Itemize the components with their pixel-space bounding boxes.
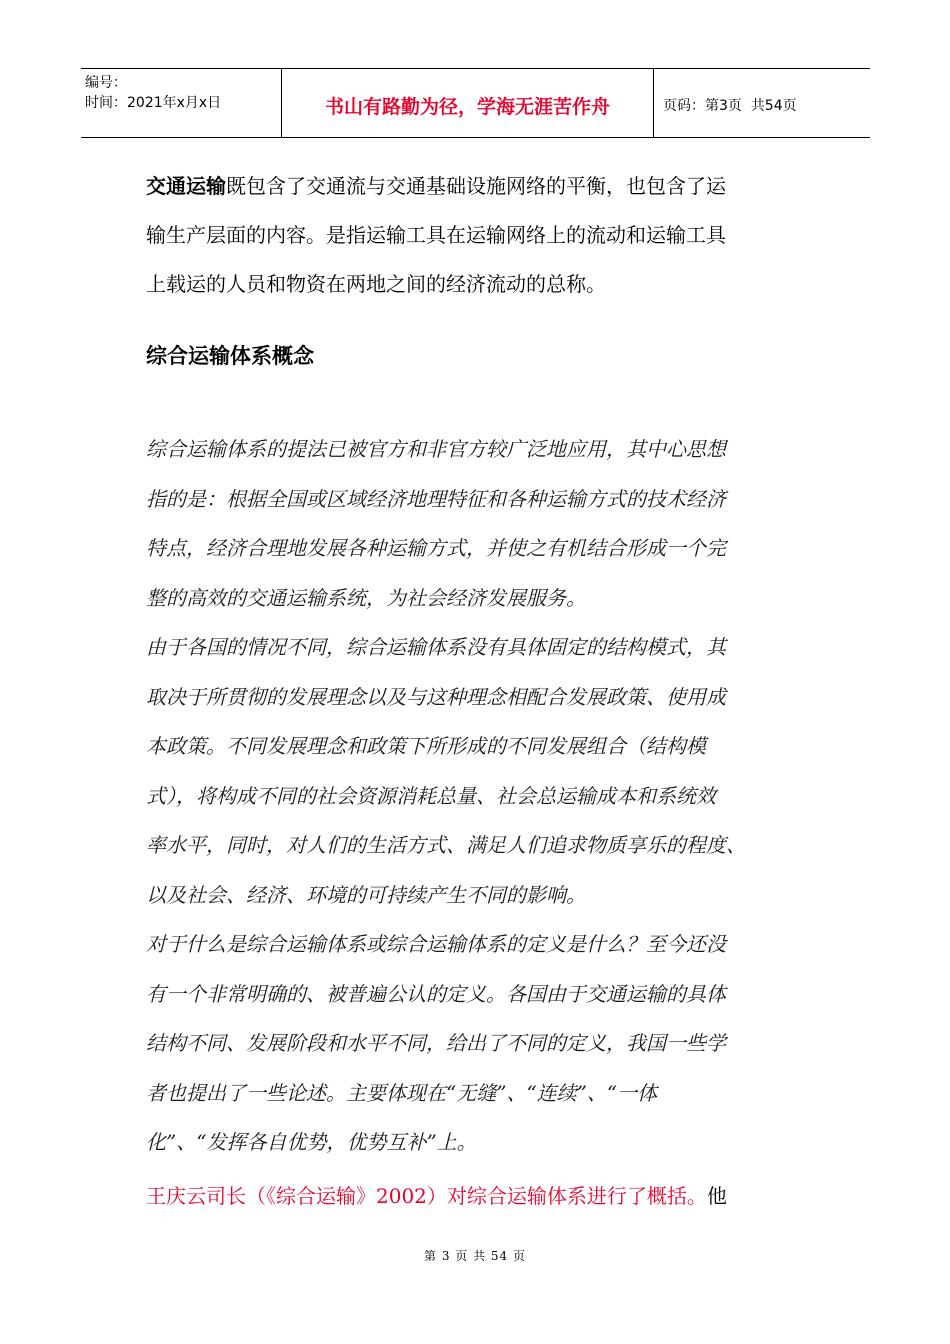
body-line: 结构不同、发展阶段和水平不同，给出了不同的定义，我国一些学	[146, 1031, 726, 1055]
body-line: 特点，经济合理地发展各种运输方式，并使之有机结合形成一个完	[146, 536, 726, 560]
intro-line-2: 输生产层面的内容。是指运输工具在运输网络上的流动和运输工具	[146, 223, 726, 247]
citation-continuation: 他	[706, 1184, 727, 1208]
time-label: 时间：2021年x月x日	[85, 95, 222, 111]
header-motto: 书山有路勤为径，学海无涯苦作舟	[324, 95, 610, 118]
body-line: 化”、“发挥各自优势，优势互补”上。	[146, 1130, 477, 1154]
body-line: 对于什么是综合运输体系或综合运输体系的定义是什么？至今还没	[146, 932, 726, 956]
italic-body	[146, 425, 836, 1168]
body-line: 有一个非常明确的、被普遍公认的定义。各国由于交通运输的具体	[146, 981, 726, 1006]
intro-paragraph	[146, 162, 826, 309]
page-header	[81, 68, 870, 138]
body-line: 指的是：根据全国或区域经济地理特征和各种运输方式的技术经济	[146, 486, 726, 511]
intro-line-1	[146, 162, 826, 211]
header-page-info: 页码：第3页 共54页	[663, 98, 797, 114]
header-left-cell	[81, 69, 281, 137]
body-line: 综合运输体系的提法已被官方和非官方较广泛地应用，其中心思想	[146, 437, 726, 461]
body-line: 以及社会、经济、环境的可持续产生不同的影响。	[146, 882, 586, 907]
body-line: 取决于所贯彻的发展理念以及与这种理念相配合发展政策、使用成	[146, 684, 726, 709]
body-line: 式），将构成不同的社会资源消耗总量、社会总运输成本和系统效	[146, 783, 716, 808]
body-line: 本政策。不同发展理念和政策下所形成的不同发展组合（结构模	[146, 734, 706, 758]
section-heading: 综合运输体系概念	[146, 344, 314, 368]
header-page-cell	[654, 69, 870, 137]
body-line: 率水平，同时，对人们的生活方式、满足人们追求物质享乐的程度、	[146, 833, 746, 857]
body-line: 者也提出了一些论述。主要体现在“无缝”、“连续”、“一体	[146, 1080, 658, 1105]
body-line: 由于各国的情况不同，综合运输体系没有具体固定的结构模式，其	[146, 635, 726, 659]
number-label: 编号：	[85, 75, 127, 91]
citation-red-text: 王庆云司长（《综合运输》2002）对综合运输体系进行了概括。	[146, 1184, 707, 1208]
citation-line	[146, 1172, 836, 1221]
intro-line-1-rest: 既包含了交通流与交通基础设施网络的平衡，也包含了运	[226, 174, 726, 198]
body-line: 整的高效的交通运输系统，为社会经济发展服务。	[146, 585, 586, 610]
intro-term: 交通运输	[146, 174, 226, 198]
header-motto-cell	[281, 69, 654, 137]
page-footer: 第 3 页 共 54 页	[424, 1249, 526, 1263]
intro-line-3: 上载运的人员和物资在两地之间的经济流动的总称。	[146, 272, 606, 296]
